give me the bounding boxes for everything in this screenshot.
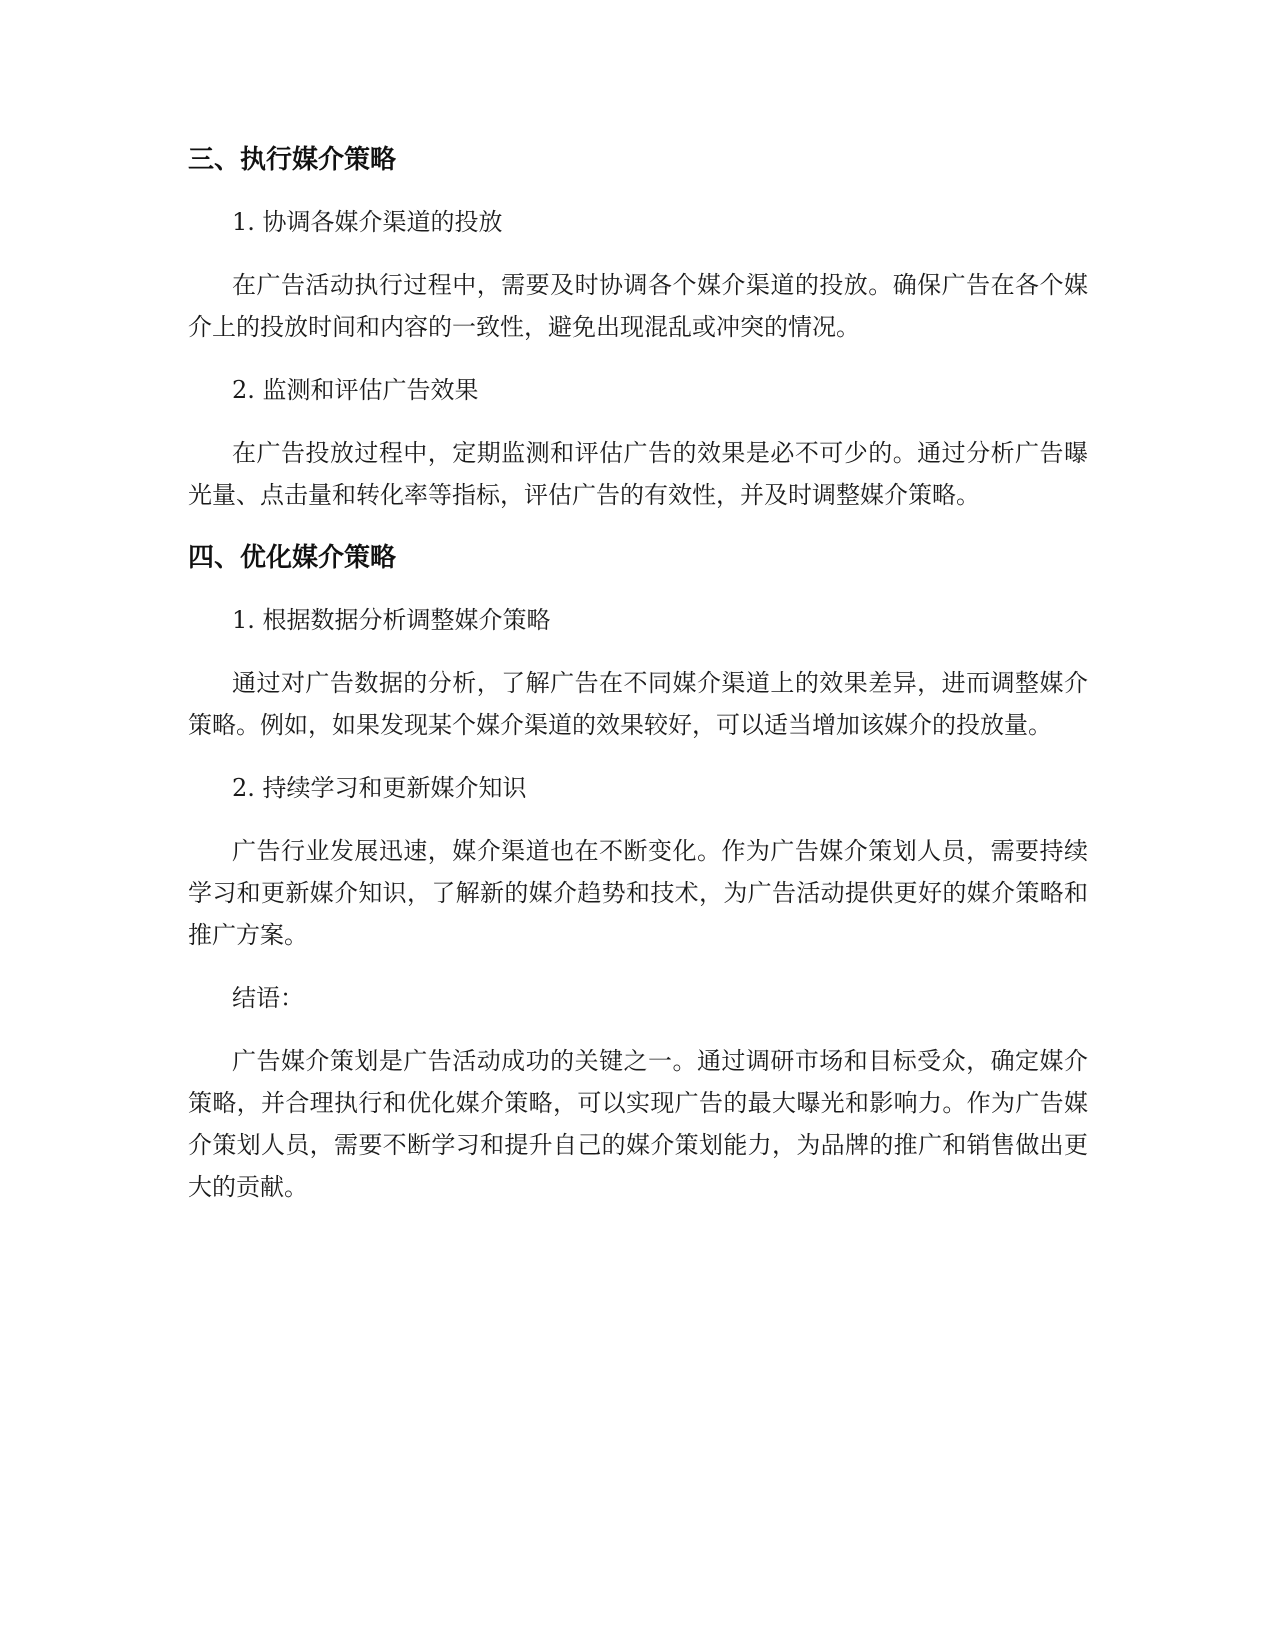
subheading-data-analysis: 1. 根据数据分析调整媒介策略	[232, 606, 551, 634]
paragraph-data-analysis: 通过对广告数据的分析，了解广告在不同媒介渠道上的效果差异，进而调整媒介策略。例如，如果发现某个媒介渠道的效果较好，可以适当增加该媒介的投放量。	[188, 669, 1088, 739]
section-heading-execute-media-strategy: 三、执行媒介策略	[188, 145, 397, 175]
document-content	[188, 140, 1088, 1230]
paragraph-coordinate-channels: 在广告活动执行过程中，需要及时协调各个媒介渠道的投放。确保广告在各个媒介上的投放时间和内容的一致性，避免出现混乱或冲突的情况。	[188, 271, 1088, 341]
subheading-coordinate-channels: 1. 协调各媒介渠道的投放	[232, 208, 503, 236]
subheading-continuous-learning: 2. 持续学习和更新媒介知识	[232, 774, 527, 802]
paragraph-monitor-evaluate: 在广告投放过程中，定期监测和评估广告的效果是必不可少的。通过分析广告曝光量、点击量和转化率等指标，评估广告的有效性，并及时调整媒介策略。	[188, 439, 1088, 509]
subheading-monitor-evaluate: 2. 监测和评估广告效果	[232, 376, 479, 404]
paragraph-continuous-learning: 广告行业发展迅速，媒介渠道也在不断变化。作为广告媒介策划人员，需要持续学习和更新媒介知识，了解新的媒介趋势和技术，为广告活动提供更好的媒介策略和推广方案。	[188, 837, 1088, 949]
section-heading-optimize-media-strategy: 四、优化媒介策略	[188, 543, 397, 573]
paragraph-conclusion: 广告媒介策划是广告活动成功的关键之一。通过调研市场和目标受众，确定媒介策略，并合理执行和优化媒介策略，可以实现广告的最大曝光和影响力。作为广告媒介策划人员，需要不断学习和提升自己的媒介策划能力，为品牌的推广和销售做出更大的贡献。	[188, 1047, 1088, 1201]
conclusion-label: 结语：	[232, 984, 304, 1012]
